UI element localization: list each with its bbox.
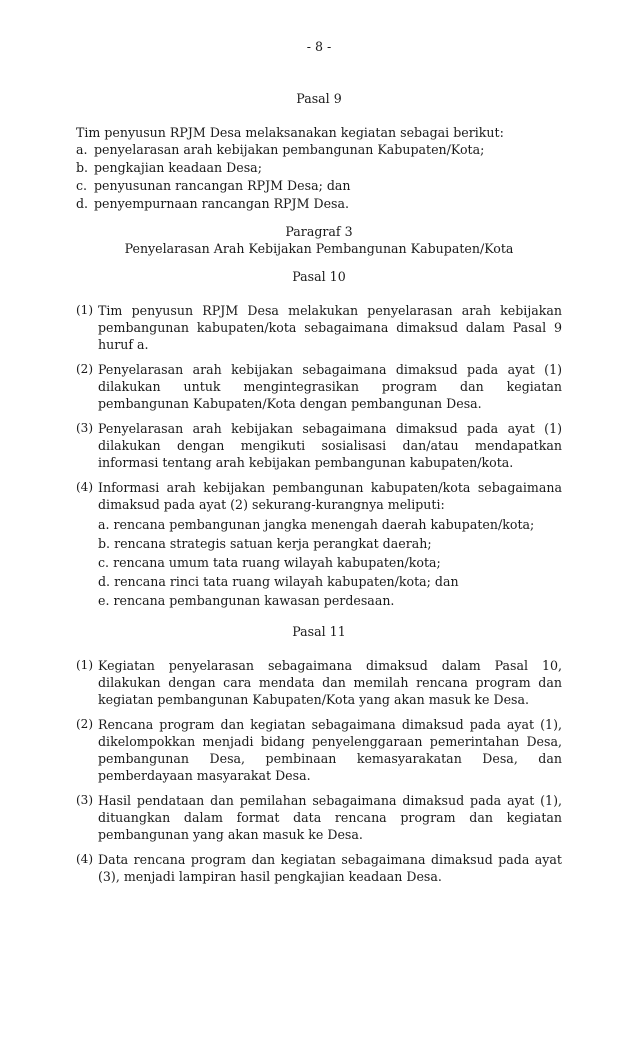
list-text: penyempurnaan rancangan RPJM Desa. [94, 196, 349, 211]
pasal-10-section [76, 268, 562, 611]
pasal-9-heading: Pasal 9 [296, 91, 342, 106]
list-marker: c. [76, 178, 88, 193]
sublist-text: rencana pembangunan jangka menengah daerah kabupaten/kota; [113, 517, 535, 532]
paragraf-3-heading-block [76, 223, 562, 257]
pasal-9-section [76, 90, 562, 212]
ayat-item [76, 716, 562, 784]
ayat-text: Kegiatan penyelarasan sebagaimana dimaksud dalam Pasal 10, dilakukan dengan cara mendata dan memilah rencana program dan kegiatan pembangunan Kabupaten/Kota yang akan masuk ke Desa. [98, 658, 562, 707]
pasal-10-heading: Pasal 10 [292, 269, 346, 284]
ayat-number: (2) [76, 362, 93, 376]
ayat-item [76, 792, 562, 843]
ayat-item [76, 420, 562, 471]
list-item [76, 177, 562, 194]
sublist-item [98, 592, 562, 609]
sublist-marker: d. [98, 574, 111, 589]
sublist-marker: a. [98, 517, 110, 532]
ayat-number: (4) [76, 852, 93, 866]
sublist-item [98, 516, 562, 533]
sublist-item [98, 554, 562, 571]
ayat-text: Hasil pendataan dan pemilahan sebagaimana dimaksud pada ayat (1), dituangkan dalam format data rencana program dan kegiatan pembangunan yang akan masuk ke Desa. [98, 793, 562, 842]
list-item [76, 159, 562, 176]
page-number: - 8 - [306, 39, 332, 54]
sublist-text: rencana strategis satuan kerja perangkat daerah; [114, 536, 432, 551]
ayat-text: Rencana program dan kegiatan sebagaimana dimaksud pada ayat (1), dikelompokkan menjadi bidang penyelenggaraan pemerintahan Desa, pembangunan Desa, pembinaan kemasyarakatan Desa, dan pemberdayaan masyarakat Desa. [98, 717, 562, 783]
sublist-marker: b. [98, 536, 111, 551]
ayat-item [76, 851, 562, 885]
sublist-text: rencana rinci tata ruang wilayah kabupaten/kota; dan [114, 574, 459, 589]
list-marker: d. [76, 196, 89, 211]
pasal-11-ayat-list [76, 657, 562, 885]
list-text: penyusunan rancangan RPJM Desa; dan [94, 178, 351, 193]
ayat-item [76, 361, 562, 412]
ayat-text: Tim penyusun RPJM Desa melakukan penyelarasan arah kebijakan pembangunan kabupaten/kota sebagaimana dimaksud dalam Pasal 9 huruf a. [98, 303, 562, 352]
list-text: penyelarasan arah kebijakan pembangunan Kabupaten/Kota; [94, 142, 485, 157]
pasal-11-section [76, 623, 562, 885]
pasal-10-ayat-list [76, 302, 562, 611]
ayat-item [76, 479, 562, 611]
sublist-text: rencana pembangunan kawasan perdesaan. [113, 593, 395, 608]
list-marker: a. [76, 142, 88, 157]
ayat-sublist [98, 516, 562, 609]
ayat-number: (2) [76, 717, 93, 731]
paragraf-3-heading: Paragraf 3 [285, 224, 353, 239]
pasal-9-list [76, 141, 562, 212]
paragraf-3-title: Penyelarasan Arah Kebijakan Pembangunan Kabupaten/Kota [124, 241, 514, 256]
list-marker: b. [76, 160, 89, 175]
list-text: pengkajian keadaan Desa; [94, 160, 262, 175]
ayat-number: (1) [76, 303, 93, 317]
pasal-11-heading: Pasal 11 [292, 624, 346, 639]
ayat-number: (3) [76, 421, 93, 435]
document-page [76, 38, 562, 897]
sublist-item [98, 573, 562, 590]
ayat-number: (4) [76, 480, 93, 494]
sublist-item [98, 535, 562, 552]
sublist-text: rencana umum tata ruang wilayah kabupaten/kota; [113, 555, 441, 570]
ayat-text: Penyelarasan arah kebijakan sebagaimana dimaksud pada ayat (1) dilakukan untuk mengintegrasikan program dan kegiatan pembangunan Kabupaten/Kota dengan pembangunan Desa. [98, 362, 562, 411]
list-item [76, 195, 562, 212]
sublist-marker: c. [98, 555, 110, 570]
list-item [76, 141, 562, 158]
ayat-number: (1) [76, 658, 93, 672]
ayat-item [76, 302, 562, 353]
ayat-text: Penyelarasan arah kebijakan sebagaimana dimaksud pada ayat (1) dilakukan dengan mengikuti sosialisasi dan/atau mendapatkan informasi tentang arah kebijakan pembangunan kabupaten/kota. [98, 421, 562, 470]
ayat-text: Informasi arah kebijakan pembangunan kabupaten/kota sebagaimana dimaksud pada ayat (2) sekurang-kurangnya meliputi: [98, 480, 562, 512]
pasal-9-intro: Tim penyusun RPJM Desa melaksanakan kegiatan sebagai berikut: [76, 125, 504, 140]
ayat-item [76, 657, 562, 708]
sublist-marker: e. [98, 593, 110, 608]
ayat-text: Data rencana program dan kegiatan sebagaimana dimaksud pada ayat (3), menjadi lampiran hasil pengkajian keadaan Desa. [98, 852, 562, 884]
ayat-number: (3) [76, 793, 93, 807]
